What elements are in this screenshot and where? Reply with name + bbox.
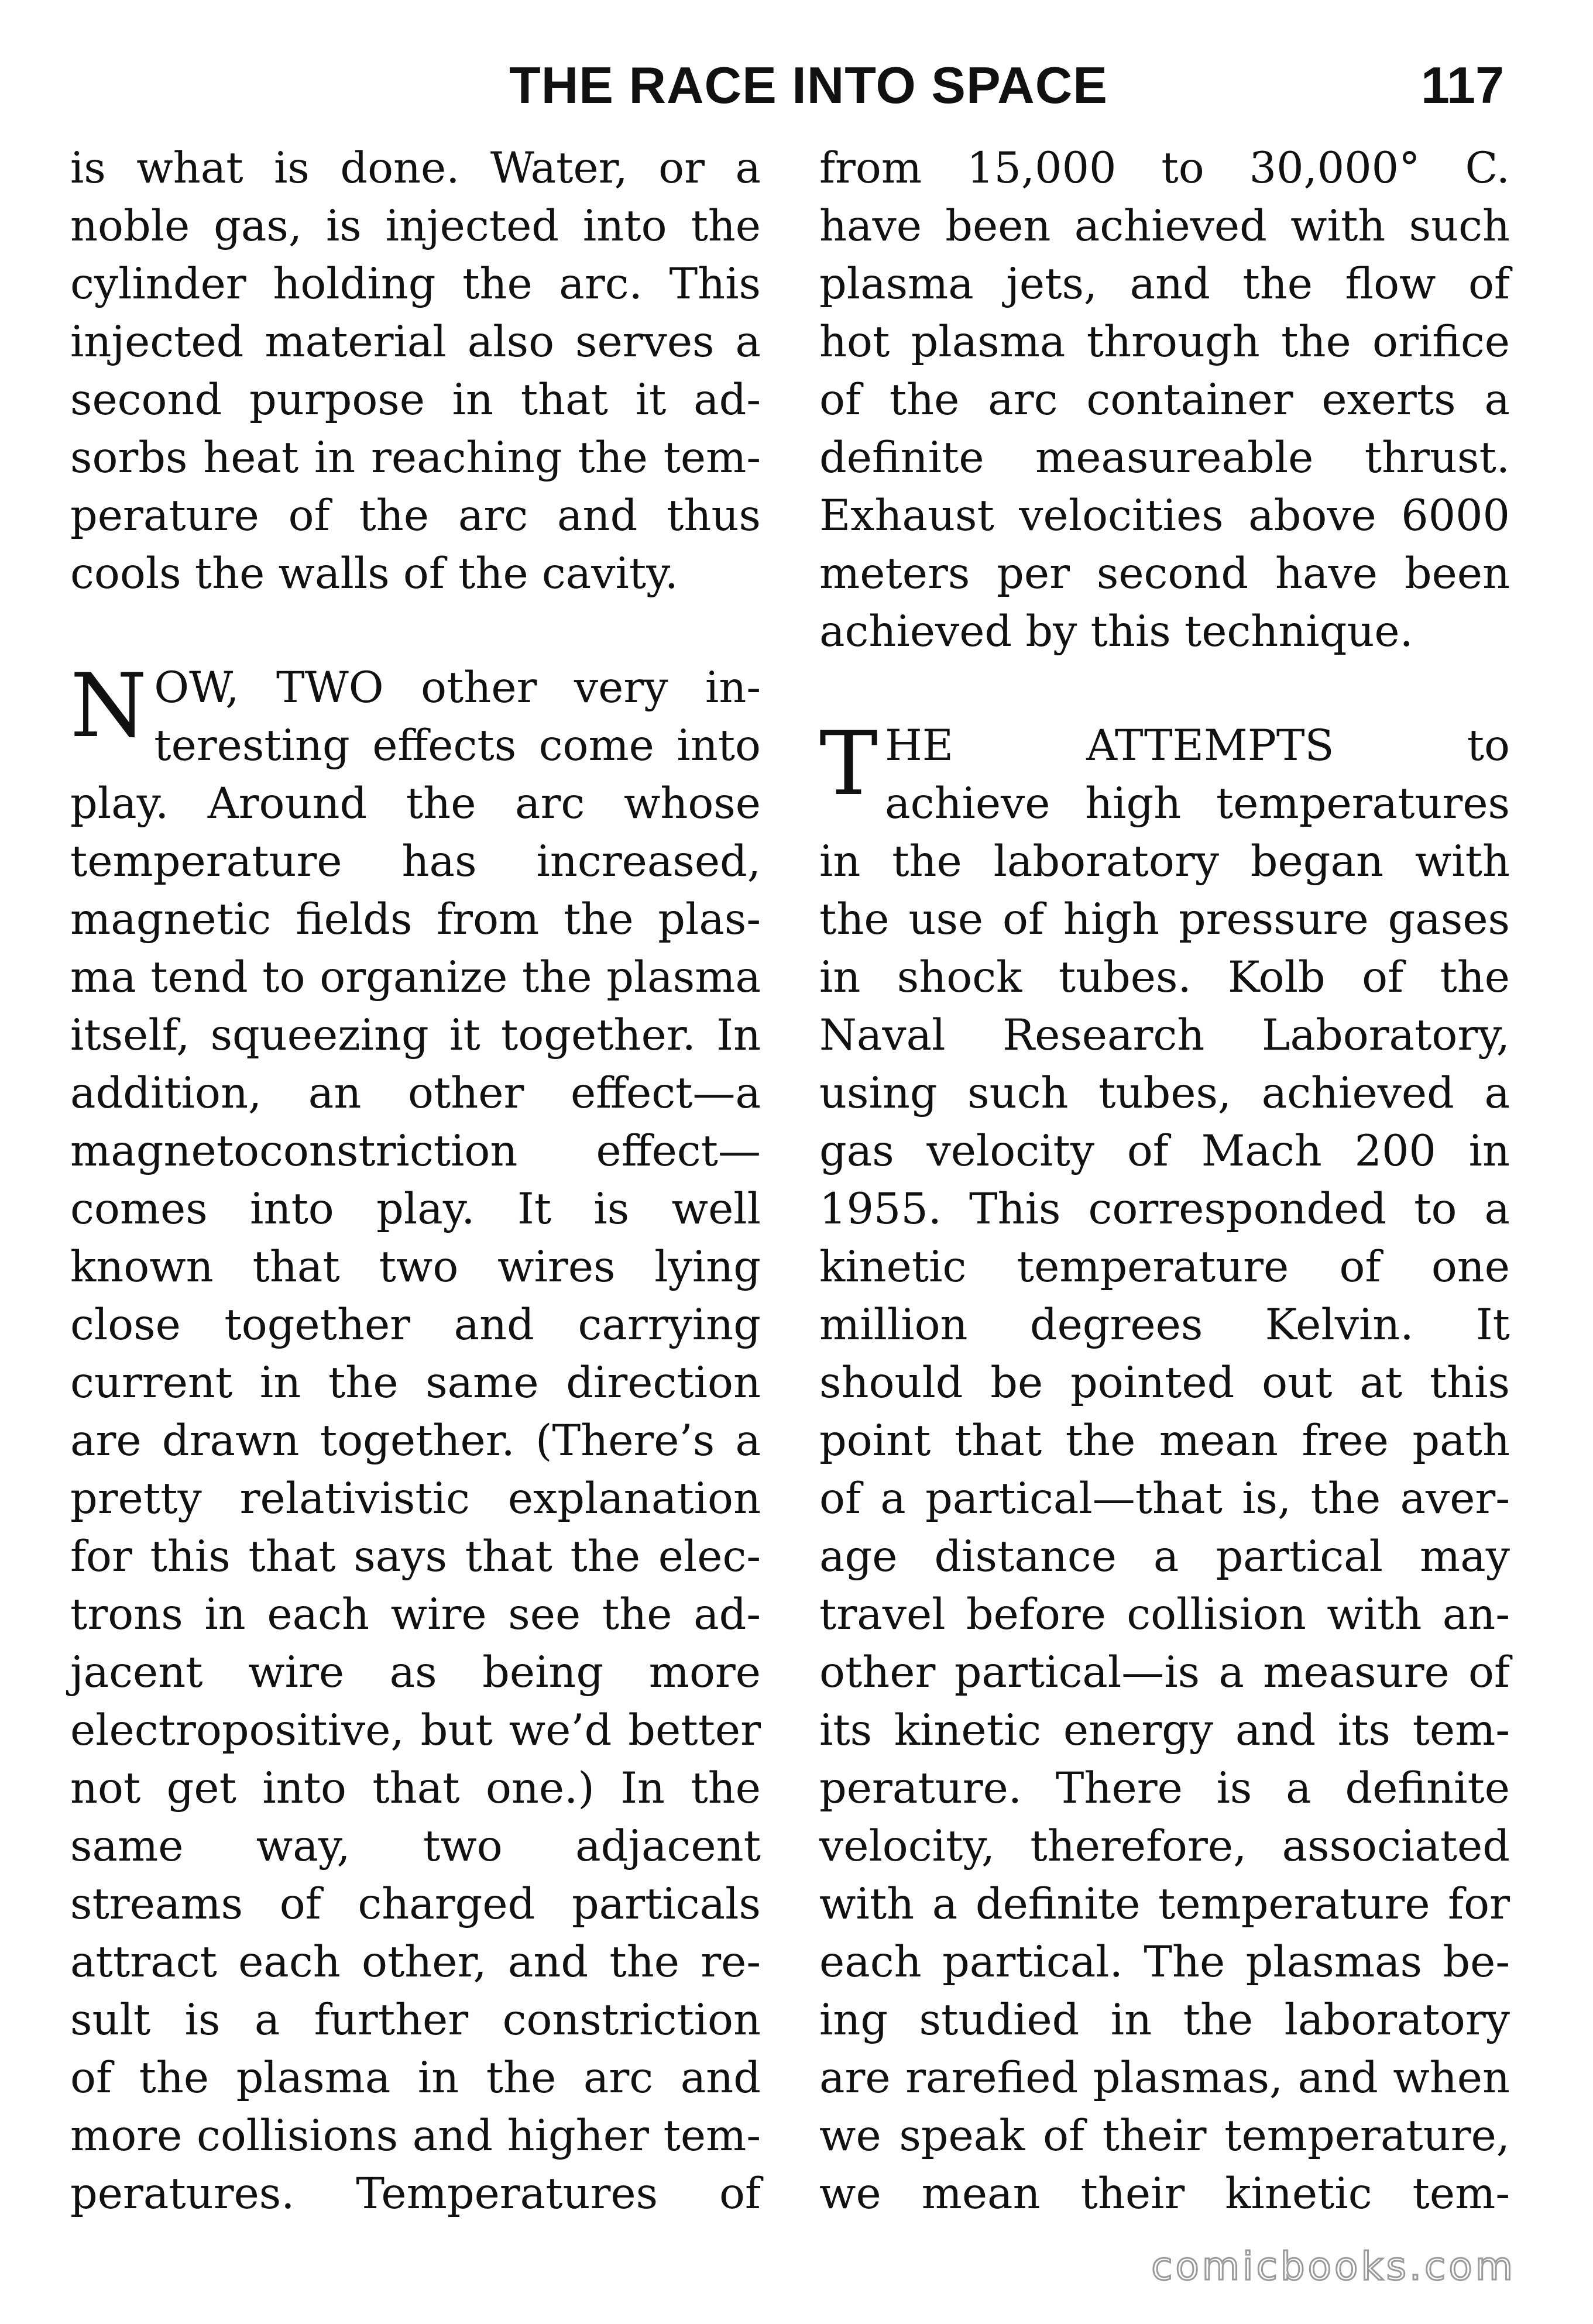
text-line: achieved by this technique. xyxy=(819,607,1413,656)
text-line: Naval Research Laboratory, xyxy=(819,1010,1510,1060)
text-line: definite measureable thrust. xyxy=(819,433,1510,483)
text-line: we speak of their temperature, xyxy=(819,2111,1510,2161)
text-line: cylinder holding the arc. This xyxy=(70,259,761,309)
text-line: second purpose in that it ad- xyxy=(70,375,761,425)
text-line: are drawn together. (There’s a xyxy=(70,1416,761,1466)
text-line: its kinetic energy and its tem- xyxy=(819,1706,1510,1755)
text-line: temperature has increased, xyxy=(70,837,761,886)
text-line: 1955. This corresponded to a xyxy=(819,1184,1510,1234)
text-line: same way, two adjacent xyxy=(70,1821,761,1871)
text-line: injected material also serves a xyxy=(70,317,761,367)
right-column xyxy=(819,139,1510,2223)
text-line: magnetoconstriction effect— xyxy=(70,1126,761,1176)
text-line: we mean their kinetic tem- xyxy=(819,2169,1510,2219)
text-line: in shock tubes. Kolb of the xyxy=(819,953,1510,1002)
text-line: teresting effects come into xyxy=(154,721,761,771)
text-line: plasma jets, and the flow of xyxy=(819,259,1510,309)
text-line: from 15,000 to 30,000° C. xyxy=(819,143,1510,193)
text-line: achieve high temperatures xyxy=(885,779,1510,828)
drop-cap-t: T xyxy=(819,713,878,815)
text-line: for this that says that the elec- xyxy=(70,1532,761,1582)
text-line: sorbs heat in reaching the tem- xyxy=(70,433,761,483)
text-line: current in the same direction xyxy=(70,1358,761,1408)
text-line: travel before collision with an- xyxy=(819,1590,1510,1639)
drop-cap-n: N xyxy=(70,655,147,757)
text-line: hot plasma through the orifice xyxy=(819,317,1510,367)
text-line: ma tend to organize the plasma xyxy=(70,953,761,1002)
page-number: 117 xyxy=(1421,56,1504,114)
text-line: is what is done. Water, or a xyxy=(70,143,761,193)
text-line: pretty relativistic explanation xyxy=(70,1474,761,1524)
text-line: addition, an other effect—a xyxy=(70,1068,761,1118)
text-line: play. Around the arc whose xyxy=(70,779,761,828)
watermark: comicbooks.com xyxy=(1151,2244,1516,2289)
text-line: perature of the arc and thus xyxy=(70,491,761,541)
text-line: jacent wire as being more xyxy=(70,1648,761,1697)
text-line: velocity, therefore, associated xyxy=(819,1821,1510,1871)
text-line: of a partical—that is, the aver- xyxy=(819,1474,1510,1524)
text-line: streams of charged particals xyxy=(70,1879,761,1929)
text-line: comes into play. It is well xyxy=(70,1184,761,1234)
text-line: meters per second have been xyxy=(819,549,1510,599)
text-line: sult is a further constriction xyxy=(70,1995,761,2045)
text-line: in the laboratory began with xyxy=(819,837,1510,886)
text-line: with a definite temperature for xyxy=(819,1879,1510,1929)
text-line: kinetic temperature of one xyxy=(819,1242,1510,1292)
text-line: gas velocity of Mach 200 in xyxy=(819,1126,1510,1176)
text-line: using such tubes, achieved a xyxy=(819,1068,1510,1118)
text-line: noble gas, is injected into the xyxy=(70,201,761,251)
text-line: each partical. The plasmas be- xyxy=(819,1937,1510,1987)
text-line: cools the walls of the cavity. xyxy=(70,549,678,599)
left-column xyxy=(70,139,761,2223)
text-line: perature. There is a definite xyxy=(819,1763,1510,1813)
text-line: more collisions and higher tem- xyxy=(70,2111,761,2161)
text-line: Exhaust velocities above 6000 xyxy=(819,491,1510,541)
text-line: trons in each wire see the ad- xyxy=(70,1590,761,1639)
right-paragraph-2 xyxy=(819,713,1510,2223)
right-paragraph-1 xyxy=(819,139,1510,661)
text-line: HE ATTEMPTS to xyxy=(885,721,1510,771)
text-line: magnetic fields from the plas- xyxy=(70,895,761,944)
left-paragraph-2 xyxy=(70,655,761,2223)
text-line: peratures. Temperatures of xyxy=(70,2169,761,2219)
text-line: other partical—is a measure of xyxy=(819,1648,1510,1697)
text-line: of the plasma in the arc and xyxy=(70,2053,761,2103)
text-line: not get into that one.) In the xyxy=(70,1763,761,1813)
text-line: OW, TWO other very in- xyxy=(154,663,761,713)
text-line: close together and carrying xyxy=(70,1300,761,1350)
text-line: are rarefied plasmas, and when xyxy=(819,2053,1510,2103)
text-line: point that the mean free path xyxy=(819,1416,1510,1466)
text-line: should be pointed out at this xyxy=(819,1358,1510,1408)
text-line: attract each other, and the re- xyxy=(70,1937,761,1987)
running-head-title: THE RACE INTO SPACE xyxy=(509,56,1108,114)
left-paragraph-1 xyxy=(70,139,761,603)
text-line: electropositive, but we’d better xyxy=(70,1706,761,1755)
text-line: the use of high pressure gases xyxy=(819,895,1510,944)
text-line: age distance a partical may xyxy=(819,1532,1510,1582)
text-line: known that two wires lying xyxy=(70,1242,761,1292)
text-line: have been achieved with such xyxy=(819,201,1510,251)
text-line: million degrees Kelvin. It xyxy=(819,1300,1510,1350)
text-line: itself, squeezing it together. In xyxy=(70,1010,761,1060)
text-line: ing studied in the laboratory xyxy=(819,1995,1510,2045)
text-line: of the arc container exerts a xyxy=(819,375,1510,425)
